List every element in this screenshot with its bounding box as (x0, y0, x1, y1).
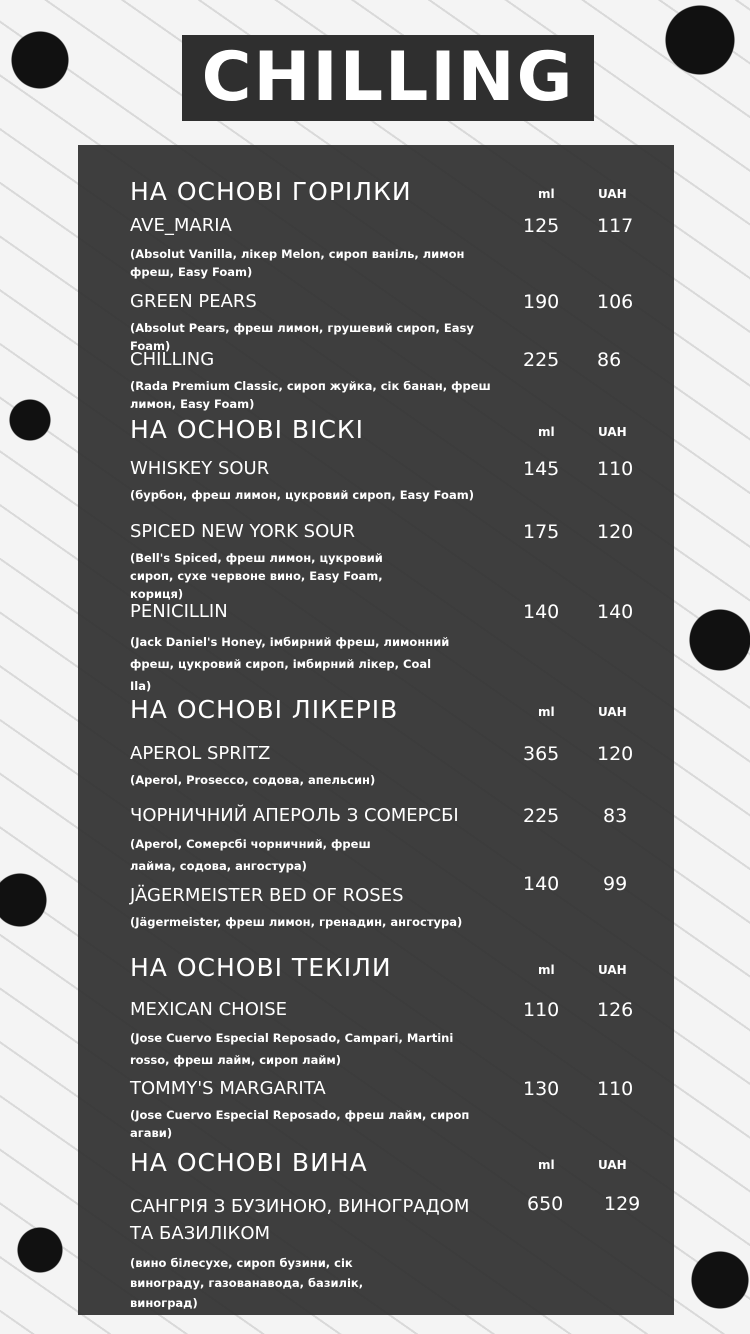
item-name: GREEN PEARS (130, 291, 257, 312)
item-name: PENICILLIN (130, 601, 228, 622)
item-price: 106 (597, 291, 634, 313)
item-volume: 190 (523, 291, 560, 313)
item-description: (Rada Premium Classic, сироп жуйка, сік банан, фреш лимон, Easy Foam) (130, 379, 491, 411)
item-name: MEXICAN CHOISE (130, 999, 287, 1020)
item-description: (Jose Cuervo Especial Reposado, фреш лайм, сироп агави) (130, 1108, 470, 1140)
item-description: (вино білесухе, сироп бузини, сік винограду, газованавода, базилік, виноград) (130, 1256, 364, 1310)
item-description: (бурбон, фреш лимон, цукровий сироп, Easy Foam) (130, 488, 474, 502)
item-name: САНГРІЯ З БУЗИНОЮ, ВИНОГРАДОМ ТА БАЗИЛІКОМ (130, 1196, 470, 1244)
item-description: (Aperol, Сомерсбі чорничний, фреш лайма, содова, ангостура) (130, 837, 371, 873)
item-price: 120 (597, 743, 634, 765)
section-title: НА ОСНОВІ ГОРІЛКИ (130, 177, 412, 206)
item-volume: 145 (523, 458, 560, 480)
item-name: TOMMY'S MARGARITA (130, 1078, 326, 1099)
column-uah-label: UAH (598, 425, 627, 439)
item-description: (Bell's Spiced, фреш лимон, цукровий сироп, сухе червоне вино, Easy Foam, кориця) (130, 551, 383, 601)
item-volume: 140 (523, 601, 560, 623)
column-ml-label: ml (538, 705, 555, 719)
section-title: НА ОСНОВІ ВІСКІ (130, 415, 365, 444)
item-description: (Jack Daniel's Honey, імбирний фреш, лимонний фреш, цукровий сироп, імбирний лікер, Coal Ila) (130, 635, 450, 693)
item-price: 126 (597, 999, 634, 1021)
column-uah-label: UAH (598, 1158, 627, 1172)
item-description: (Jose Cuervo Especial Reposado, Campari, Martini rosso, фреш лайм, сироп лайм) (130, 1031, 454, 1067)
item-name: SPICED NEW YORK SOUR (130, 521, 355, 542)
menu-panel (78, 145, 674, 1315)
section-title: НА ОСНОВІ ЛІКЕРІВ (130, 695, 399, 724)
item-description: (Absolut Vanilla, лікер Melon, сироп ваніль, лимон фреш, Easy Foam) (130, 247, 465, 279)
item-volume: 130 (523, 1078, 560, 1100)
item-volume: 650 (527, 1193, 564, 1215)
item-description: (Absolut Pears, фреш лимон, грушевий сироп, Easy Foam) (130, 321, 474, 353)
item-price: 120 (597, 521, 634, 543)
section-title: НА ОСНОВІ ТЕКІЛИ (130, 953, 392, 982)
menu-title: CHILLING (201, 38, 575, 117)
item-name: JÄGERMEISTER BED OF ROSES (130, 885, 404, 906)
item-volume: 125 (523, 215, 560, 237)
item-price: 86 (597, 349, 622, 371)
column-uah-label: UAH (598, 187, 627, 201)
item-volume: 365 (523, 743, 560, 765)
column-ml-label: ml (538, 187, 555, 201)
item-description: (Aperol, Prosecco, содова, апельсин) (130, 773, 376, 787)
column-uah-label: UAH (598, 963, 627, 977)
item-price: 129 (604, 1193, 641, 1215)
item-name: WHISKEY SOUR (130, 458, 270, 479)
item-price: 117 (597, 215, 634, 237)
column-ml-label: ml (538, 425, 555, 439)
column-ml-label: ml (538, 963, 555, 977)
item-volume: 225 (523, 805, 560, 827)
item-volume: 110 (523, 999, 560, 1021)
item-volume: 140 (523, 873, 560, 895)
item-name: APEROL SPRITZ (130, 743, 271, 764)
item-price: 110 (597, 1078, 634, 1100)
item-name: AVE_MARIA (130, 215, 232, 236)
column-ml-label: ml (538, 1158, 555, 1172)
item-volume: 175 (523, 521, 560, 543)
item-price: 83 (603, 805, 628, 827)
section-title: НА ОСНОВІ ВИНА (130, 1148, 368, 1177)
column-uah-label: UAH (598, 705, 627, 719)
item-price: 140 (597, 601, 634, 623)
item-volume: 225 (523, 349, 560, 371)
item-description: (Jägermeister, фреш лимон, гренадин, ангостура) (130, 915, 463, 929)
item-name: ЧОРНИЧНИЙ АПЕРОЛЬ З СОМЕРСБІ (130, 805, 459, 826)
item-price: 99 (603, 873, 628, 895)
item-price: 110 (597, 458, 634, 480)
title-banner (182, 35, 594, 121)
item-name: CHILLING (130, 349, 215, 370)
